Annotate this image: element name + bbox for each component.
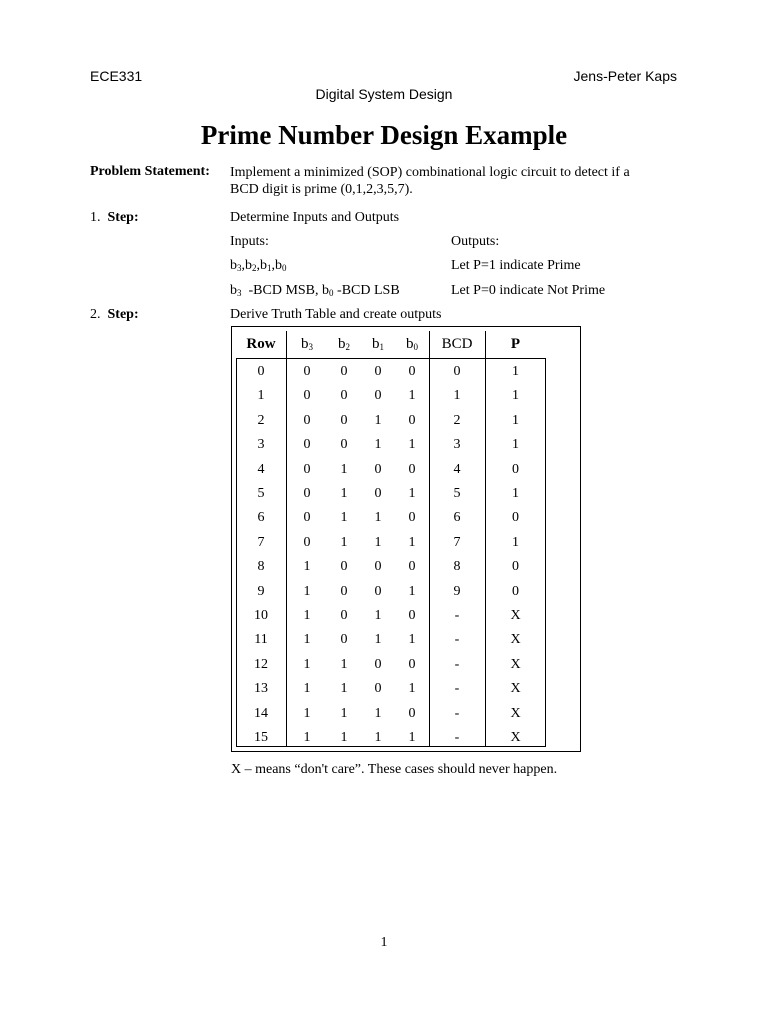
- column-divider-row: [286, 331, 287, 747]
- cell-b2: 0: [340, 608, 348, 623]
- cell-p: X: [510, 608, 521, 623]
- cell-b0: 0: [408, 413, 416, 428]
- cell-b2: 1: [340, 462, 348, 477]
- cell-b0: 1: [408, 437, 416, 452]
- cell-b3: 1: [303, 730, 311, 745]
- cell-b3: 1: [303, 608, 311, 623]
- cell-b1: 0: [374, 486, 382, 501]
- header-b3: $b_3$: [301, 336, 313, 352]
- cell-b1: 1: [374, 730, 382, 745]
- cell-row: 8: [257, 559, 265, 574]
- cell-p: 1: [512, 437, 519, 452]
- cell-b2: 1: [340, 730, 348, 745]
- cell-bcd: 9: [453, 584, 461, 599]
- cell-b1: 1: [374, 706, 382, 721]
- cell-b3: 1: [303, 632, 311, 647]
- step-2-word: Step:: [107, 307, 139, 322]
- cell-b1: 0: [374, 364, 382, 379]
- cell-row: 11: [254, 632, 268, 647]
- header-bcd: BCD: [441, 336, 473, 352]
- cell-b3: 1: [303, 559, 311, 574]
- cell-row: 14: [254, 706, 268, 721]
- cell-b3: 0: [303, 486, 311, 501]
- cell-b3: 1: [303, 584, 311, 599]
- cell-b0: 1: [408, 535, 416, 550]
- cell-row: 6: [257, 510, 265, 525]
- inputs-label: Inputs:: [230, 234, 269, 249]
- cell-bcd: 3: [453, 437, 461, 452]
- course-code: ECE331: [90, 68, 143, 84]
- cell-b2: 1: [340, 681, 348, 696]
- cell-b3: 0: [303, 388, 311, 403]
- cell-b3: 0: [303, 462, 311, 477]
- cell-b0: 1: [408, 486, 416, 501]
- cell-b2: 0: [340, 437, 348, 452]
- cell-bcd: -: [454, 681, 460, 696]
- header-b2: $b_2$: [338, 336, 350, 352]
- cell-p: 0: [512, 510, 519, 525]
- cell-p: 0: [512, 559, 519, 574]
- column-divider-bcd: [485, 331, 486, 747]
- header-b1: $b_1$: [372, 336, 384, 352]
- course-title: Digital System Design: [315, 86, 453, 102]
- cell-row: 4: [257, 462, 265, 477]
- cell-row: 2: [257, 413, 265, 428]
- cell-b1: 0: [374, 657, 382, 672]
- inputs-order: $b_3$ -BCD MSB, $b_0$ -BCD LSB: [230, 283, 400, 298]
- cell-b3: 0: [303, 437, 311, 452]
- cell-b0: 1: [408, 584, 416, 599]
- step-1-number: 1.: [90, 210, 101, 225]
- cell-b2: 0: [340, 388, 348, 403]
- cell-b0: 0: [408, 462, 416, 477]
- cell-b1: 0: [374, 559, 382, 574]
- column-divider-bits: [429, 331, 430, 747]
- cell-row: 10: [254, 608, 268, 623]
- output-not-prime: Let P=0 indicate Not Prime: [451, 283, 606, 298]
- outputs-label: Outputs:: [451, 234, 500, 249]
- cell-bcd: -: [454, 608, 460, 623]
- cell-b2: 1: [340, 657, 348, 672]
- cell-row: 1: [257, 388, 265, 403]
- page-number: 1: [380, 935, 388, 950]
- step-1-label: [90, 210, 139, 226]
- cell-b1: 1: [374, 510, 382, 525]
- cell-p: 0: [512, 584, 519, 599]
- problem-label: Problem Statement:: [90, 164, 210, 179]
- cell-b3: 1: [303, 681, 311, 696]
- cell-b2: 1: [340, 706, 348, 721]
- cell-row: 0: [257, 364, 265, 379]
- inputs-list: $b_3,b_2,b_1,b_0$: [230, 258, 287, 273]
- step-2-number: 2.: [90, 307, 101, 322]
- cell-p: X: [510, 681, 521, 696]
- cell-bcd: -: [454, 706, 460, 721]
- cell-b1: 1: [374, 608, 382, 623]
- cell-b3: 1: [303, 706, 311, 721]
- step-2-label: [90, 307, 139, 323]
- cell-bcd: -: [454, 730, 460, 745]
- cell-bcd: 6: [453, 510, 461, 525]
- author-name: Jens-Peter Kaps: [573, 68, 677, 84]
- dont-care-note: X – means “don't care”. These cases should never happen.: [231, 762, 558, 777]
- cell-b0: 0: [408, 510, 416, 525]
- cell-b3: 0: [303, 364, 311, 379]
- cell-row: 13: [254, 681, 268, 696]
- cell-b1: 0: [374, 681, 382, 696]
- step-1-title: Determine Inputs and Outputs: [230, 210, 400, 225]
- cell-b2: 0: [340, 413, 348, 428]
- cell-row: 12: [254, 657, 268, 672]
- cell-b1: 1: [374, 632, 382, 647]
- cell-b0: 0: [408, 364, 416, 379]
- cell-b0: 0: [408, 657, 416, 672]
- cell-p: X: [510, 657, 521, 672]
- cell-p: X: [510, 706, 521, 721]
- cell-b0: 1: [408, 730, 416, 745]
- cell-b0: 0: [408, 706, 416, 721]
- cell-bcd: -: [454, 632, 460, 647]
- cell-bcd: 7: [453, 535, 461, 550]
- cell-p: 0: [512, 462, 519, 477]
- cell-bcd: 4: [453, 462, 461, 477]
- cell-b3: 0: [303, 413, 311, 428]
- cell-b3: 1: [303, 657, 311, 672]
- header-row: Row: [246, 336, 276, 352]
- cell-row: 15: [254, 730, 268, 745]
- cell-p: 1: [512, 413, 519, 428]
- output-prime: Let P=1 indicate Prime: [451, 258, 581, 273]
- cell-p: 1: [512, 535, 519, 550]
- cell-b1: 1: [374, 413, 382, 428]
- step-1-word: Step:: [107, 210, 139, 225]
- cell-b3: 0: [303, 535, 311, 550]
- cell-b2: 1: [340, 486, 348, 501]
- cell-b1: 0: [374, 462, 382, 477]
- cell-b2: 1: [340, 535, 348, 550]
- cell-p: 1: [512, 388, 519, 403]
- cell-b0: 0: [408, 608, 416, 623]
- cell-b0: 1: [408, 681, 416, 696]
- cell-b2: 0: [340, 364, 348, 379]
- cell-b1: 1: [374, 535, 382, 550]
- cell-b0: 1: [408, 632, 416, 647]
- cell-b1: 0: [374, 584, 382, 599]
- cell-p: 1: [512, 364, 519, 379]
- page-title: Prime Number Design Example: [200, 120, 568, 150]
- cell-p: X: [510, 730, 521, 745]
- cell-row: 5: [257, 486, 265, 501]
- cell-b1: 0: [374, 388, 382, 403]
- cell-b3: 0: [303, 510, 311, 525]
- header-b0: $b_0$: [406, 336, 418, 352]
- cell-b2: 1: [340, 510, 348, 525]
- cell-bcd: 1: [453, 388, 461, 403]
- cell-bcd: 5: [453, 486, 461, 501]
- cell-bcd: 2: [453, 413, 461, 428]
- cell-bcd: 8: [453, 559, 461, 574]
- cell-p: 1: [512, 486, 519, 501]
- cell-row: 3: [257, 437, 265, 452]
- step-2-title: Derive Truth Table and create outputs: [230, 307, 442, 322]
- cell-bcd: 0: [453, 364, 461, 379]
- cell-b0: 1: [408, 388, 416, 403]
- cell-b2: 0: [340, 632, 348, 647]
- cell-b2: 0: [340, 584, 348, 599]
- cell-row: 9: [257, 584, 265, 599]
- problem-line-1: Implement a minimized (SOP) combinational logic circuit to detect if a: [230, 165, 630, 180]
- cell-b0: 0: [408, 559, 416, 574]
- problem-line-2: BCD digit is prime (0,1,2,3,5,7).: [230, 182, 413, 197]
- cell-bcd: -: [454, 657, 460, 672]
- cell-b1: 1: [374, 437, 382, 452]
- header-p: P: [510, 336, 521, 352]
- cell-b2: 0: [340, 559, 348, 574]
- cell-p: X: [510, 632, 521, 647]
- cell-row: 7: [257, 535, 265, 550]
